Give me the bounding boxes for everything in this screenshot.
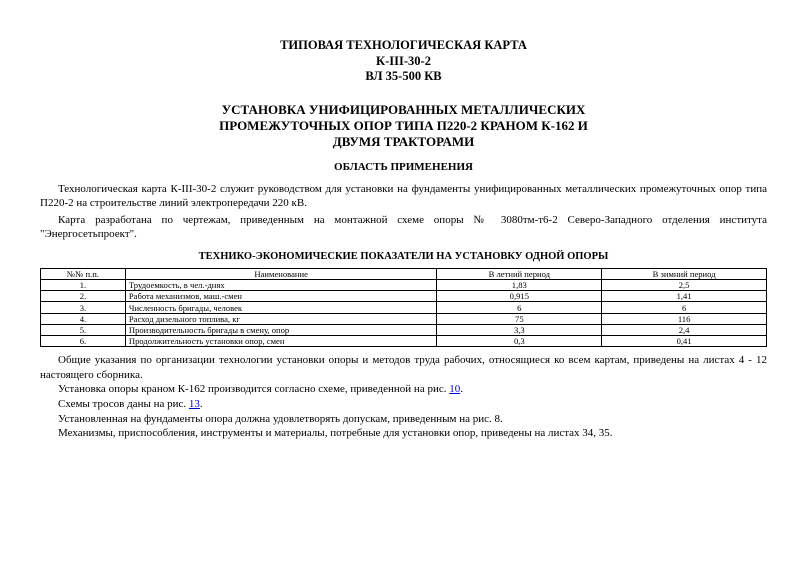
row-summer-value: 0,3 [437, 336, 602, 347]
notes-paragraph-2-end: . [460, 383, 463, 396]
row-summer-value: 6 [437, 302, 602, 313]
column-header-name: Наименование [125, 268, 437, 279]
row-winter-value: 116 [602, 313, 767, 324]
title-line-2: ПРОМЕЖУТОЧНЫХ ОПОР ТИПА П220-2 КРАНОМ К-162 И [219, 117, 588, 133]
row-number: 1. [41, 280, 126, 291]
column-header-winter: В зимний период [602, 268, 767, 279]
figure-10-link[interactable]: 10 [449, 383, 461, 396]
row-summer-value: 1,83 [437, 280, 602, 291]
row-name: Производительность бригады в смену, опор [125, 324, 437, 335]
column-header-number: №№ п.п. [41, 268, 126, 279]
row-summer-value: 75 [437, 313, 602, 324]
row-winter-value: 1,41 [602, 291, 767, 302]
row-winter-value: 2,5 [602, 280, 767, 291]
row-summer-value: 3,3 [437, 324, 602, 335]
header-line-1: ТИПОВАЯ ТЕХНОЛОГИЧЕСКАЯ КАРТА [280, 38, 527, 52]
row-number: 5. [41, 324, 126, 335]
column-header-summer: В летний период [437, 268, 602, 279]
document-page [40, 0, 767, 441]
notes-paragraph-1: Общие указания по организации технологии установки опоры и методов труда рабочих, относящиеся ко всем картам, приведены на листах 4 - 12 настоящего сборника. [40, 354, 767, 381]
notes-paragraph-3-end: . [199, 397, 203, 410]
notes-section [40, 353, 767, 441]
row-winter-value: 0,41 [602, 336, 767, 347]
table-row [41, 324, 767, 335]
row-winter-value: 6 [602, 302, 767, 313]
table-row [41, 291, 767, 302]
indicators-heading: ТЕХНИКО-ЭКОНОМИЧЕСКИЕ ПОКАЗАТЕЛИ НА УСТАНОВКУ ОДНОЙ ОПОРЫ [198, 250, 609, 262]
document-title [40, 102, 767, 150]
row-number: 2. [41, 291, 126, 302]
header-line-2: К-III-30-2 [376, 53, 431, 68]
row-name: Расход дизельного топлива, кг [125, 313, 437, 324]
notes-paragraph-4: Установленная на фундаменты опора должна удовлетворять допускам, приведенным на рис. 8. [58, 412, 503, 425]
row-name: Работа механизмов, маш.-смен [125, 291, 437, 302]
row-name: Численность бригады, человек [125, 302, 437, 313]
indicators-table [40, 268, 767, 347]
row-name: Трудоемкость, в чел.-днях [125, 280, 437, 291]
table-header-row [41, 268, 767, 279]
scope-heading: ОБЛАСТЬ ПРИМЕНЕНИЯ [334, 160, 473, 173]
scope-paragraph-1: Технологическая карта К-III-30-2 служит руководством для установки на фундаменты унифицированных металлических промежуточных опор типа П220-2 на строительстве линий электропередачи 220 кВ. [40, 182, 767, 210]
row-number: 6. [41, 336, 126, 347]
notes-paragraph-2 [40, 382, 767, 397]
table-row [41, 313, 767, 324]
document-header [40, 38, 767, 85]
header-line-3: ВЛ 35-500 КВ [365, 69, 442, 83]
figure-13-link[interactable]: 13 [188, 397, 200, 410]
notes-paragraph-2-text: Установка опоры краном К-162 производится согласно схеме, приведенной на рис. [58, 383, 450, 396]
row-number: 3. [41, 302, 126, 313]
table-row [41, 302, 767, 313]
notes-paragraph-3-text: Схемы тросов даны на рис. [58, 397, 189, 410]
table-row [41, 280, 767, 291]
row-winter-value: 2,4 [602, 324, 767, 335]
notes-paragraph-3 [40, 397, 767, 412]
row-summer-value: 0,915 [437, 291, 602, 302]
row-name: Продолжительность установки опор, смен [125, 336, 437, 347]
title-line-1: УСТАНОВКА УНИФИЦИРОВАННЫХ МЕТАЛЛИЧЕСКИХ [221, 101, 586, 117]
row-number: 4. [41, 313, 126, 324]
title-line-3: ДВУМЯ ТРАКТОРАМИ [332, 133, 475, 149]
table-row [41, 336, 767, 347]
scope-paragraph-2: Карта разработана по чертежам, приведенным на монтажной схеме опоры № 3080тм-т6-2 Северо-Западного отделения института "Энергосетьпроект". [40, 213, 767, 241]
notes-paragraph-5: Механизмы, приспособления, инструменты и материалы, потребные для установки опор, приведены на листах 34, 35. [58, 427, 613, 440]
